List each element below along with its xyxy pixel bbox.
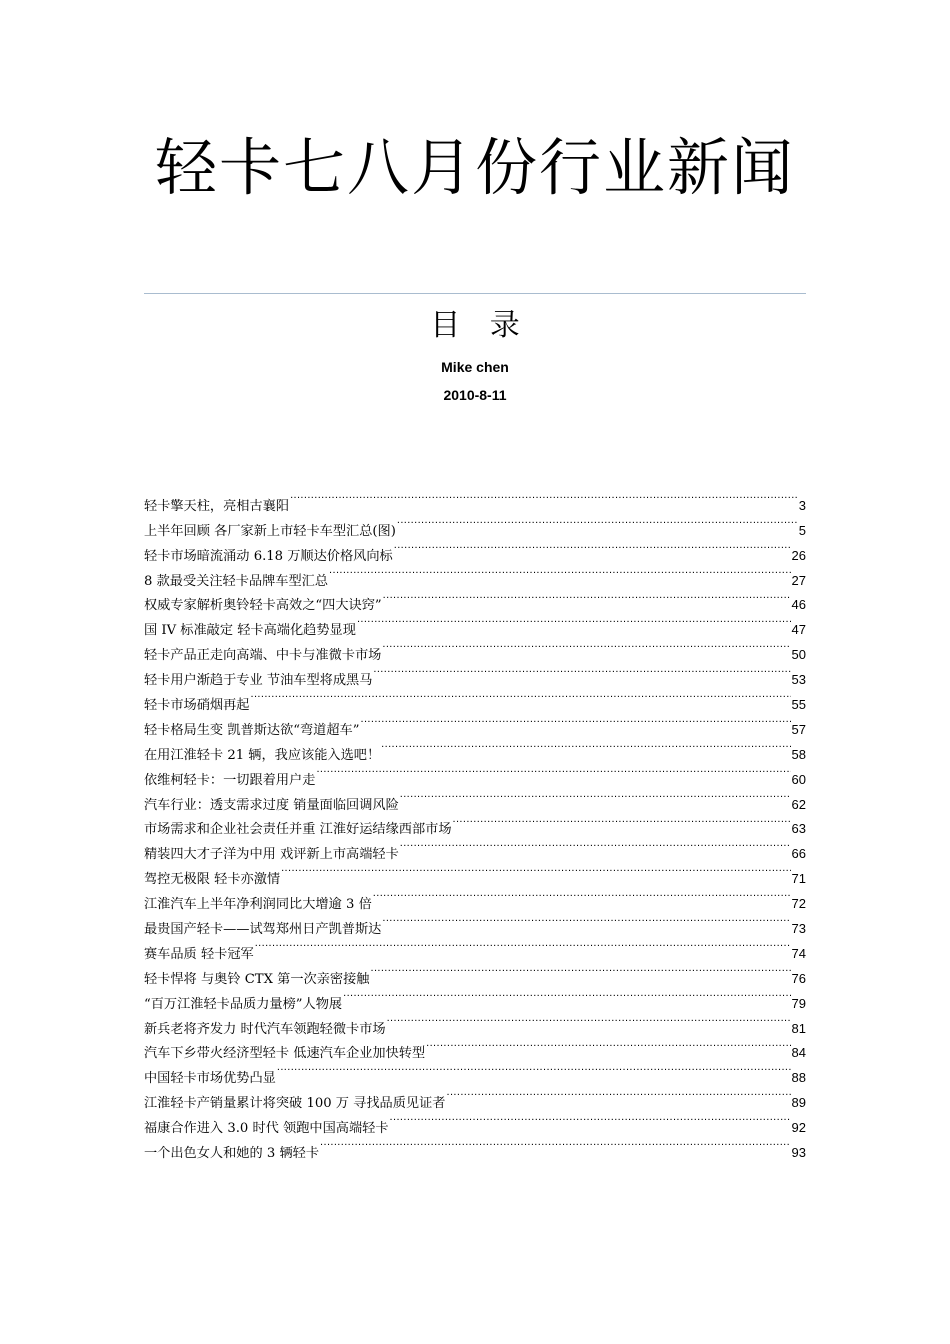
toc-dot-leader (281, 858, 790, 883)
toc-dot-leader (394, 535, 791, 560)
toc-entry-page-number[interactable]: 89 (791, 1095, 806, 1111)
toc-entry-title[interactable]: 福康合作进入 3.0 时代 领跑中国高端轻卡 (144, 1121, 389, 1137)
toc-entry-title[interactable]: 一个出色女人和她的 3 辆轻卡 (144, 1146, 320, 1162)
toc-entry-title[interactable]: 江淮汽车上半年净利润同比大增逾 3 倍 (144, 897, 372, 913)
toc-entry-title[interactable]: 8 款最受关注轻卡品牌车型汇总 (144, 573, 329, 589)
toc-dot-leader (320, 1132, 791, 1157)
toc-entry-title[interactable]: 市场需求和企业社会责任并重 江淮好运结缘西部市场 (144, 822, 452, 838)
toc-dot-leader (361, 709, 791, 734)
toc-entry-title[interactable]: 轻卡用户渐趋于专业 节油车型将成黑马 (144, 673, 373, 689)
toc-dot-leader (373, 883, 791, 908)
toc-dot-leader (397, 510, 798, 535)
toc-dot-leader (447, 1082, 791, 1107)
toc-entry-title[interactable]: 轻卡产品正走向高端、中卡与准微卡市场 (144, 648, 382, 664)
toc-entry-page-number[interactable]: 79 (791, 995, 806, 1011)
toc-dot-leader (343, 983, 790, 1008)
toc-entry-page-number[interactable]: 55 (791, 697, 806, 713)
toc-dot-leader (373, 659, 790, 684)
toc-dot-leader (316, 759, 790, 784)
toc-dot-leader (381, 734, 790, 759)
toc-entry-page-number[interactable]: 53 (791, 672, 806, 688)
toc-entry-page-number[interactable]: 3 (798, 497, 806, 513)
toc-entry-title[interactable]: 最贵国产轻卡——试驾郑州日产凯普斯达 (144, 922, 382, 938)
toc-entry-page-number[interactable]: 27 (791, 572, 806, 588)
toc-entry-title[interactable]: 在用江淮轻卡 21 辆，我应该能入选吧！ (144, 747, 381, 763)
toc-entry-page-number[interactable]: 46 (791, 597, 806, 613)
toc-entry-title[interactable]: 上半年回顾 各厂家新上市轻卡车型汇总(图) (144, 523, 396, 539)
toc-dot-leader (382, 634, 790, 659)
toc-entry-page-number[interactable]: 58 (791, 746, 806, 762)
toc-dot-leader (255, 933, 791, 958)
toc-entry-page-number[interactable]: 71 (791, 871, 806, 887)
toc-dot-leader (277, 1057, 791, 1082)
toc-entry-title[interactable]: 江淮轻卡产销量累计将突破 100 万 寻找品质见证者 (144, 1096, 446, 1112)
toc-dot-leader (382, 908, 790, 933)
toc-entry-page-number[interactable]: 73 (791, 921, 806, 937)
toc-entry-title[interactable]: 新兵老将齐发力 时代汽车领跑轻微卡市场 (144, 1021, 386, 1037)
toc-entry-title[interactable]: 轻卡悍将 与奥铃 CTX 第一次亲密接触 (144, 971, 370, 987)
toc-entry-title[interactable]: 轻卡市场硝烟再起 (144, 698, 250, 714)
toc-dot-leader (400, 833, 791, 858)
document-date: 2010-8-11 (443, 387, 507, 403)
toc-dot-leader (390, 1107, 791, 1132)
toc-dot-leader (370, 958, 790, 983)
toc-entry-page-number[interactable]: 47 (791, 622, 806, 638)
toc-entry-page-number[interactable]: 57 (791, 721, 806, 737)
toc-dot-leader (453, 809, 791, 834)
toc-entry-page-number[interactable]: 60 (791, 771, 806, 787)
title-divider (144, 293, 806, 294)
toc-entry-page-number[interactable]: 63 (791, 821, 806, 837)
toc-entry-page-number[interactable]: 88 (791, 1070, 806, 1086)
toc-entry-title[interactable]: 轻卡市场暗流涌动 6.18 万顺达价格风向标 (144, 548, 393, 564)
toc-entry-page-number[interactable]: 93 (791, 1145, 806, 1161)
author-name: Mike chen (441, 359, 509, 375)
toc-entry-page-number[interactable]: 81 (791, 1020, 806, 1036)
toc-entry-page-number[interactable]: 50 (791, 647, 806, 663)
toc-entry-page-number[interactable]: 5 (798, 522, 806, 538)
toc-entry-title[interactable]: 权威专家解析奥铃轻卡高效之“四大诀窍” (144, 598, 382, 614)
toc-dot-leader (383, 585, 791, 610)
toc-heading: 目 录 (430, 308, 530, 343)
toc-entry-title[interactable]: 汽车下乡带火经济型轻卡 低速汽车企业加快转型 (144, 1046, 426, 1062)
toc-entry-title[interactable]: 精装四大才子洋为中用 戏评新上市高端轻卡 (144, 847, 399, 863)
toc-entry-page-number[interactable]: 26 (791, 547, 806, 563)
document-title: 轻卡七八月份行业新闻 (154, 131, 795, 204)
toc-entry-title[interactable]: 轻卡擎天柱，亮相古襄阳 (144, 498, 290, 514)
toc-entry-title[interactable]: 国 IV 标准敲定 轻卡高端化趋势显现 (144, 623, 356, 639)
toc-dot-leader (290, 485, 798, 510)
toc-entry[interactable] (144, 485, 806, 514)
toc-entry-title[interactable]: 汽车行业：透支需求过度 销量面临回调风险 (144, 797, 399, 813)
toc-entry-title[interactable]: “百万江淮轻卡品质力量榜”人物展 (144, 996, 343, 1012)
toc-entry-title[interactable]: 轻卡格局生变 凯普斯达欲“弯道超车” (144, 722, 360, 738)
toc-entry-title[interactable]: 驾控无极限 轻卡亦激情 (144, 872, 281, 888)
toc-entry-title[interactable]: 依维柯轻卡：一切跟着用户走 (144, 772, 316, 788)
toc-entry-page-number[interactable]: 62 (791, 796, 806, 812)
toc-entry-page-number[interactable]: 72 (791, 896, 806, 912)
toc-entry-title[interactable]: 中国轻卡市场优势凸显 (144, 1071, 276, 1087)
toc-entry-page-number[interactable]: 92 (791, 1120, 806, 1136)
toc-entry-page-number[interactable]: 66 (791, 846, 806, 862)
toc-entry-page-number[interactable]: 74 (791, 945, 806, 961)
toc-entry-page-number[interactable]: 76 (791, 970, 806, 986)
toc-dot-leader (400, 784, 791, 809)
toc-entry-page-number[interactable]: 84 (791, 1045, 806, 1061)
toc-entry-title[interactable]: 赛车品质 轻卡冠军 (144, 946, 254, 962)
toc-dot-leader (329, 560, 791, 585)
toc-dot-leader (426, 1033, 790, 1058)
toc-dot-leader (251, 684, 791, 709)
toc-dot-leader (387, 1008, 791, 1033)
toc-dot-leader (357, 609, 791, 634)
table-of-contents (144, 485, 806, 1162)
